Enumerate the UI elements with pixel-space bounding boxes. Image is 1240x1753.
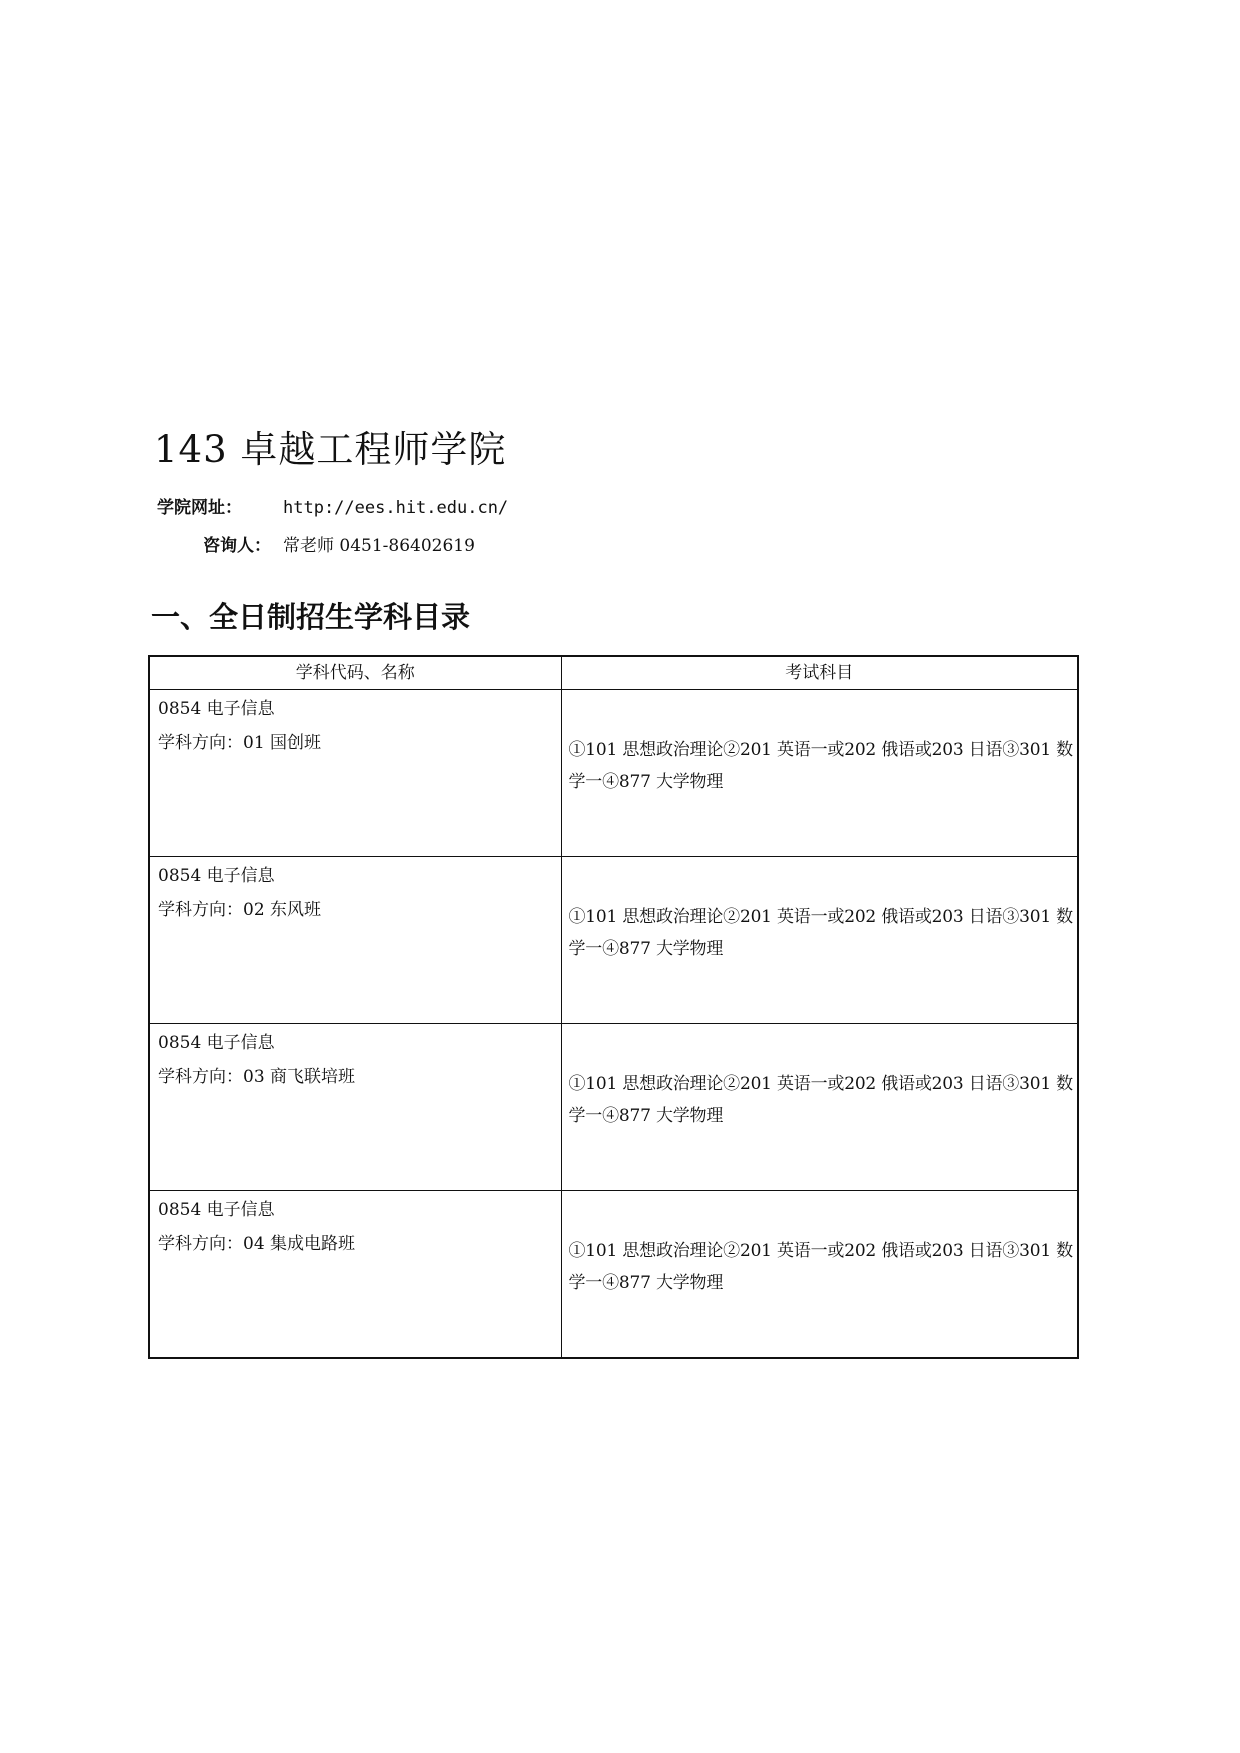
table-row: [149, 857, 1078, 1024]
website-line: [157, 496, 508, 520]
table-row: [149, 1024, 1078, 1191]
subject-catalog-table: [148, 655, 1079, 1359]
subject-cell: [149, 1024, 561, 1191]
header-subject: 学科代码、名称: [149, 656, 561, 690]
contact-line: [203, 534, 475, 558]
subject-code: 0854 电子信息: [158, 1200, 275, 1220]
subject-cell: [149, 857, 561, 1024]
exam-subjects: ①101 思想政治理论②201 英语一或202 俄语或203 日语③301 数学一④877 大学物理: [561, 690, 1078, 857]
subject-direction: 学科方向：01 国创班: [158, 733, 322, 753]
page-title: 143 卓越工程师学院: [154, 428, 507, 471]
subject-cell: [149, 690, 561, 857]
section-heading: 一、全日制招生学科目录: [151, 600, 471, 634]
contact-value: 常老师 0451-86402619: [283, 536, 475, 556]
subject-direction: 学科方向：02 东风班: [158, 900, 322, 920]
subject-cell: [149, 1191, 561, 1359]
contact-label: 咨询人：: [203, 536, 271, 556]
exam-subjects: ①101 思想政治理论②201 英语一或202 俄语或203 日语③301 数学一④877 大学物理: [561, 857, 1078, 1024]
subject-direction: 学科方向：03 商飞联培班: [158, 1067, 356, 1087]
exam-subjects: ①101 思想政治理论②201 英语一或202 俄语或203 日语③301 数学一④877 大学物理: [561, 1024, 1078, 1191]
table-row: [149, 690, 1078, 857]
subject-code: 0854 电子信息: [158, 866, 275, 886]
subject-code: 0854 电子信息: [158, 699, 275, 719]
table-row: [149, 1191, 1078, 1359]
website-label: 学院网址：: [157, 498, 242, 518]
subject-direction: 学科方向：04 集成电路班: [158, 1234, 356, 1254]
subject-code: 0854 电子信息: [158, 1033, 275, 1053]
exam-subjects: ①101 思想政治理论②201 英语一或202 俄语或203 日语③301 数学一④877 大学物理: [561, 1191, 1078, 1359]
table-header-row: [149, 656, 1078, 690]
header-exams: 考试科目: [561, 656, 1078, 690]
website-link[interactable]: http://ees.hit.edu.cn/: [283, 498, 509, 518]
